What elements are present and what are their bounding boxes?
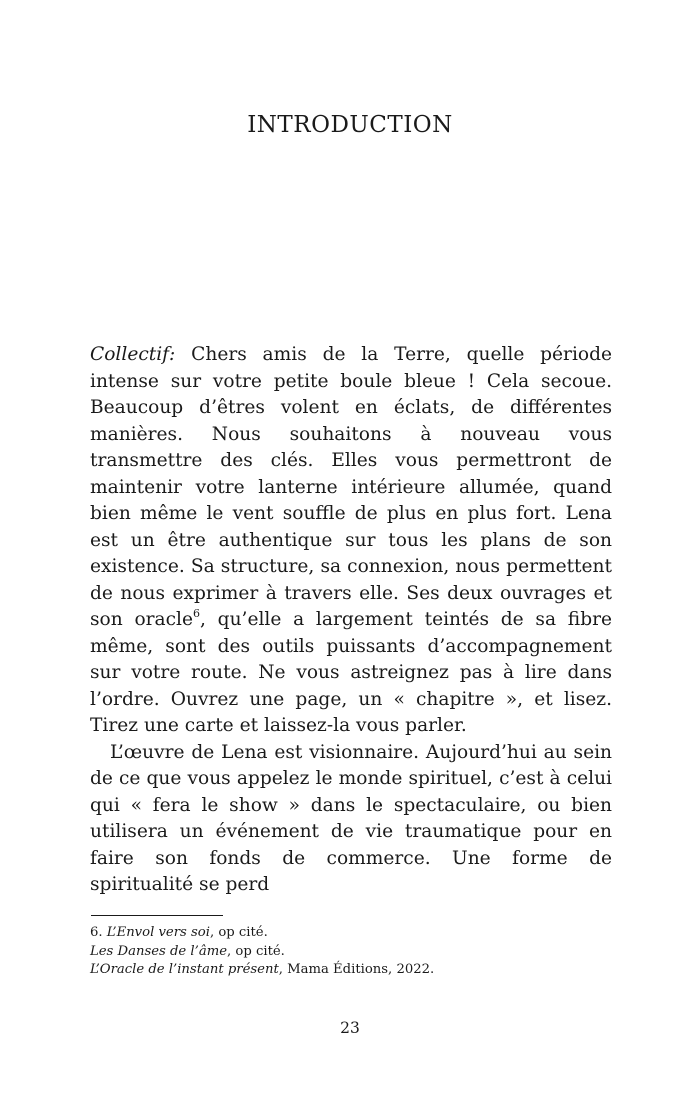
paragraph-2: L’œuvre de Lena est visionnaire. Aujourd’hui au sein de ce que vous appelez le monde spirituel, c’est à celui qui « fera le show » dans le spectaculaire, ou bien utilisera un événement de vie traumatique pour en faire son fonds de commerce. Une forme de spiritualité se perd	[90, 741, 612, 895]
footnote-title: L’Envol vers soi	[106, 925, 210, 940]
footnote-title: Les Danses de l’âme	[90, 943, 228, 959]
speaker-label: Collectif:	[90, 344, 176, 365]
footnote-rest: , op cité.	[209, 925, 268, 940]
paragraph-1-text-b: , qu’elle a largement teintés de sa fibre même, sont des outils puissants d’accompagnement sur votre route. Ne vous astreignez pas à lire dans l’ordre. Ouvrez une page, un « chapitre », et lisez. Tirez une carte et laissez-la vous parler.	[90, 609, 612, 736]
footnote-number: 6.	[90, 925, 107, 940]
footnote-rest: , op cité.	[227, 943, 285, 959]
footnote-rest: , Mama Éditions, 2022.	[278, 962, 435, 977]
footnote-line	[90, 943, 610, 962]
footnotes	[90, 924, 610, 980]
page-number: 23	[340, 1019, 360, 1037]
footnote-divider	[91, 915, 223, 916]
footnote-line	[90, 924, 610, 943]
body-text	[90, 342, 612, 899]
paragraph-1	[90, 342, 612, 740]
paragraph-1-text-a: Chers amis de la Terre, quelle période intense sur votre petite boule bleue ! Cela secoue. Beaucoup d’êtres volent en éclats, de différentes manières. Nous souhaitons à nouveau vous transmettre des clés. Elles vous permettront de maintenir votre lanterne intérieure allumée, quand bien même le vent souffle de plus en plus fort. Lena est un être authentique sur tous les plans de son existence. Sa structure, sa connexion, nous permettent de nous exprimer à travers elle. Ses deux ouvrages et son oracle	[90, 344, 612, 630]
chapter-title: INTRODUCTION	[247, 112, 453, 138]
footnote-title: L’Oracle de l’instant présent	[90, 962, 279, 977]
footnote-reference[interactable]: 6	[193, 607, 200, 620]
footnote-line	[90, 961, 610, 980]
